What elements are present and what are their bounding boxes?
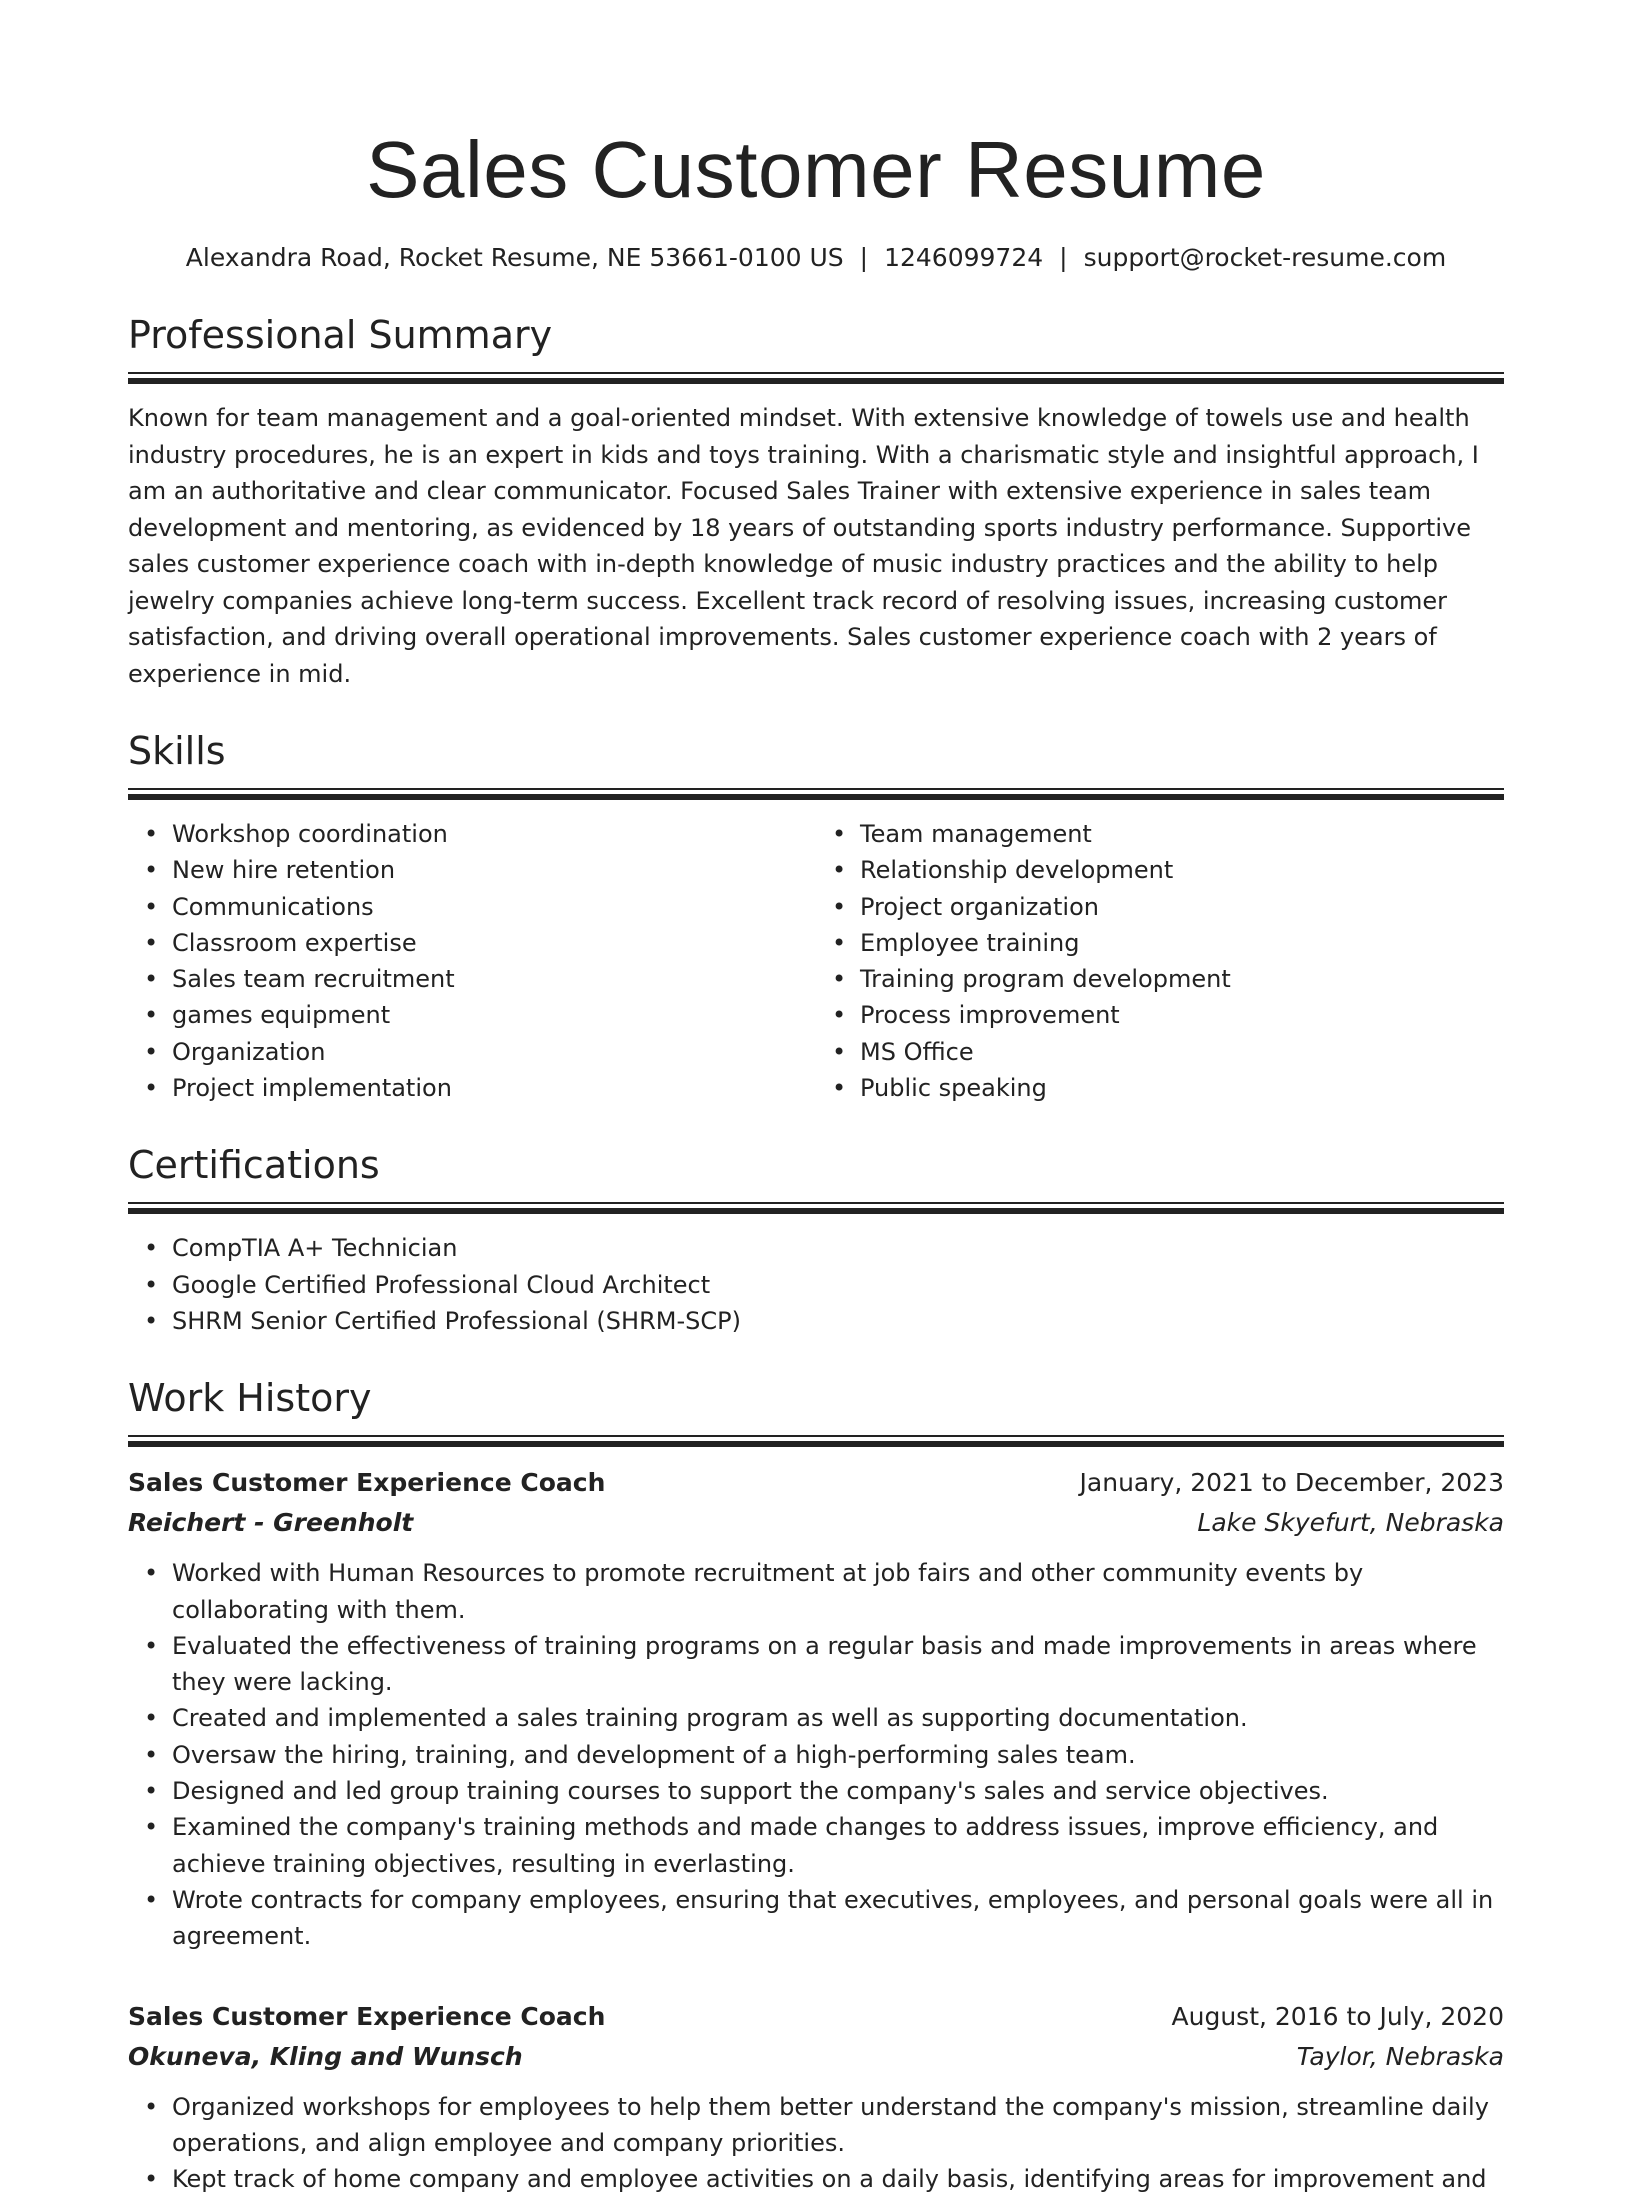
- contact-separator: |: [859, 243, 869, 272]
- section-divider: [128, 788, 1504, 800]
- job-title: Sales Customer Experience Coach: [128, 1468, 606, 1498]
- skills-list-right: [816, 816, 1504, 1106]
- skill-item: • Workshop coordination: [172, 816, 816, 852]
- job-dates: January, 2021 to December, 2023: [1079, 1468, 1504, 1498]
- job-dates: August, 2016 to July, 2020: [1171, 2001, 1504, 2031]
- job-bullet: • Created and implemented a sales training program as well as supporting documentation.: [172, 1700, 1504, 1736]
- job-title: Sales Customer Experience Coach: [128, 2001, 606, 2031]
- skill-item: • Process improvement: [860, 997, 1504, 1033]
- job-bullet: • Kept track of home company and employee activities on a daily basis, identifying areas for improvement and: [172, 2161, 1504, 2197]
- skill-item: • games equipment: [172, 997, 816, 1033]
- certification-item: • Google Certified Professional Cloud Architect: [172, 1267, 1504, 1303]
- certifications-section-header: [128, 1140, 1504, 1214]
- job-bullet: • Wrote contracts for company employees, ensuring that executives, employees, and personal goals were all in agreement.: [172, 1882, 1504, 1955]
- job-company-row: [128, 1503, 1504, 1543]
- skill-item: • Organization: [172, 1034, 816, 1070]
- section-divider: [128, 372, 1504, 384]
- skill-item: • Classroom expertise: [172, 925, 816, 961]
- skills-grid: [128, 800, 1504, 1106]
- contact-phone: 1246099724: [884, 243, 1044, 272]
- skills-section-header: [128, 726, 1504, 800]
- job-bullet: • Oversaw the hiring, training, and development of a high-performing sales team.: [172, 1737, 1504, 1773]
- job-company: Reichert - Greenholt: [128, 1508, 414, 1538]
- work-history-heading: Work History: [128, 1376, 372, 1421]
- job-bullets: [128, 1555, 1504, 1954]
- contact-line: [128, 240, 1504, 276]
- skill-item: • Project implementation: [172, 1070, 816, 1106]
- skill-item: • Employee training: [860, 925, 1504, 961]
- contact-address: Alexandra Road, Rocket Resume, NE 53661-0100 US: [185, 243, 844, 272]
- skill-item: • Training program development: [860, 961, 1504, 997]
- summary-text: Known for team management and a goal-oriented mindset. With extensive knowledge of towels use and health industry procedures, he is an expert in kids and toys training. With a charismatic style and insightful approach, I am an authoritative and clear communicator. Focused Sales Trainer with extensive experience in sales team development and mentoring, as evidenced by 18 years of outstanding sports industry performance. Supportive sales customer experience coach with in-depth knowledge of music industry practices and the ability to help jewelry companies achieve long-term success. Excellent track record of resolving issues, increasing customer satisfaction, and driving overall operational improvements. Sales customer experience coach with 2 years of experience in mid.: [128, 404, 1479, 688]
- job-location: Lake Skyefurt, Nebraska: [1197, 1508, 1504, 1538]
- skills-heading: Skills: [128, 729, 226, 773]
- section-divider: [128, 1202, 1504, 1214]
- job-header-row: [128, 1463, 1504, 1503]
- job-bullet: • Designed and led group training courses to support the company's sales and service objectives.: [172, 1773, 1504, 1809]
- certifications-list: [128, 1230, 1504, 1339]
- skills-list-left: [128, 816, 816, 1106]
- certification-item: • SHRM Senior Certified Professional (SHRM-SCP): [172, 1303, 1504, 1339]
- summary-section-header: [128, 310, 1504, 384]
- skill-item: • Team management: [860, 816, 1504, 852]
- job-bullet: • Organized workshops for employees to help them better understand the company's mission, streamline daily operations, and align employee and company priorities.: [172, 2089, 1504, 2162]
- job-bullet: • Examined the company's training methods and made changes to address issues, improve efficiency, and achieve training objectives, resulting in everlasting.: [172, 1809, 1504, 1882]
- skill-item: • Public speaking: [860, 1070, 1504, 1106]
- skill-item: • Sales team recruitment: [172, 961, 816, 997]
- job-company-row: [128, 2037, 1504, 2077]
- job-location: Taylor, Nebraska: [1296, 2041, 1504, 2071]
- resume-title: Sales Customer Resume: [366, 125, 1266, 214]
- certifications-heading: Certifications: [128, 1143, 380, 1188]
- skill-item: • Communications: [172, 889, 816, 925]
- job-bullet: • Worked with Human Resources to promote recruitment at job fairs and other community events by collaborating with them.: [172, 1555, 1504, 1628]
- contact-email[interactable]: support@rocket-resume.com: [1083, 243, 1447, 272]
- job-bullets: [128, 2089, 1504, 2197]
- skill-item: • New hire retention: [172, 852, 816, 888]
- job-entry: [128, 1997, 1504, 2197]
- summary-heading: Professional Summary: [128, 313, 553, 357]
- skill-item: • MS Office: [860, 1034, 1504, 1070]
- contact-separator: |: [1059, 243, 1068, 272]
- certification-item: • CompTIA A+ Technician: [172, 1230, 1504, 1266]
- section-divider: [128, 1435, 1504, 1447]
- job-header-row: [128, 1997, 1504, 2037]
- job-company: Okuneva, Kling and Wunsch: [128, 2041, 523, 2071]
- job-bullet: • Evaluated the effectiveness of training programs on a regular basis and made improvements in areas where they were lacking.: [172, 1628, 1504, 1701]
- skill-item: • Project organization: [860, 889, 1504, 925]
- job-entry: [128, 1463, 1504, 1954]
- work-history-section-header: [128, 1373, 1504, 1447]
- skill-item: • Relationship development: [860, 852, 1504, 888]
